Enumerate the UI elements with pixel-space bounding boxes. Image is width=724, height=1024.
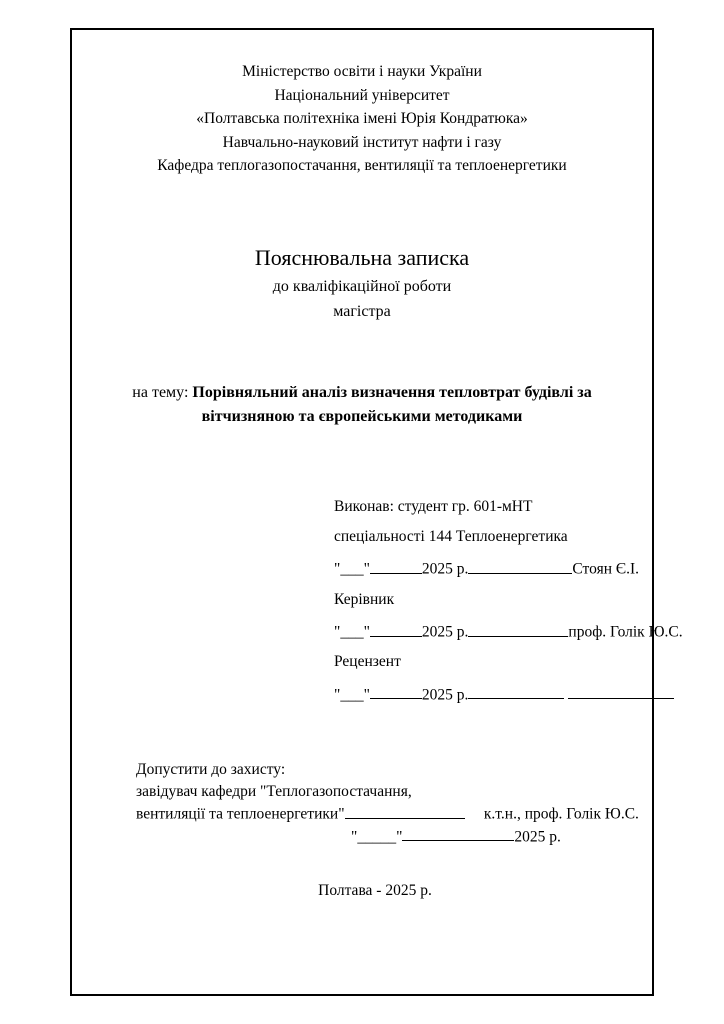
approval-line-4 [351, 826, 618, 849]
signer-supervisor-date-row [334, 621, 683, 641]
document-subtitle-degree: магістра [333, 303, 391, 321]
reviewer-label: Рецензент [334, 653, 401, 671]
approval-head-name: к.т.н., проф. Голік Ю.С. [483, 805, 639, 823]
date-month-blank-reviewer [370, 684, 422, 700]
performer-line: Виконав: студент гр. 601-мНТ [334, 498, 533, 516]
approval-signature-blank [345, 803, 465, 819]
signer-speciality-row [334, 529, 618, 545]
approval-date-year: 2025 р. [514, 828, 561, 846]
header-line-department: Кафедра теплогазопостачання, вентиляції та теплоенергетики [157, 157, 567, 175]
supervisor-name: проф. Голік Ю.С. [568, 623, 683, 641]
signer-reviewer-label-row [334, 654, 618, 670]
header-line-university-name: «Полтавська політехніка імені Юрія Кондратюка» [196, 110, 528, 128]
page-content [72, 30, 683, 994]
document-type: Пояснювальна записка [254, 244, 470, 270]
approval-line-2: завідувач кафедри "Теплогазопостачання, [136, 782, 412, 800]
signer-performer-row [334, 499, 618, 515]
approval-department-text: вентиляції та теплоенергетики" [136, 805, 345, 823]
date-year-performer: 2025 р. [421, 561, 469, 579]
approval-date-quote: "_____" [351, 828, 403, 846]
approval-line-1: Допустити до захисту: [136, 760, 286, 778]
signer-supervisor-label-row [334, 592, 618, 608]
speciality-line: спеціальності 144 Теплоенергетика [334, 527, 568, 545]
document-title-block [106, 244, 618, 322]
date-quote-open-supervisor: "___" [334, 623, 370, 641]
institution-header [106, 60, 618, 178]
approval-date-blank [402, 826, 514, 842]
theme-label: на тему: [132, 384, 189, 402]
approval-block [136, 759, 639, 848]
signer-reviewer-date-row [334, 684, 618, 703]
header-line-ministry: Міністерство освіти і науки України [242, 63, 482, 80]
date-month-blank [370, 558, 422, 574]
thesis-theme [106, 381, 618, 429]
date-month-blank-supervisor [370, 621, 422, 637]
reviewer-name-blank [568, 684, 674, 700]
date-quote-open-reviewer: "___" [334, 686, 370, 704]
header-line-institute: Навчально-науковий інститут нафти і газу [222, 133, 502, 151]
date-year-supervisor: 2025 р. [421, 623, 469, 641]
city-year-footer: Полтава - 2025 р. [318, 882, 432, 900]
signature-blank-supervisor [468, 621, 568, 637]
signers-block [334, 498, 683, 704]
header-line-university: Національний університет [274, 86, 450, 104]
theme-text: Порівняльний аналіз визначення тепловтрат будівлі за вітчизняною та європейськими методиками [192, 384, 592, 426]
signer-performer-date-row [334, 558, 640, 579]
document-page [70, 28, 683, 996]
supervisor-label: Керівник [334, 590, 395, 608]
approval-line-3 [136, 803, 639, 826]
document-subtitle-work: до кваліфікаційної роботи [272, 278, 452, 296]
signature-blank-performer [468, 558, 572, 574]
signature-blank-reviewer [468, 684, 564, 700]
date-year-reviewer: 2025 р. [421, 686, 469, 704]
date-quote-open: "___" [334, 561, 370, 579]
performer-name: Стоян Є.І. [572, 561, 640, 579]
